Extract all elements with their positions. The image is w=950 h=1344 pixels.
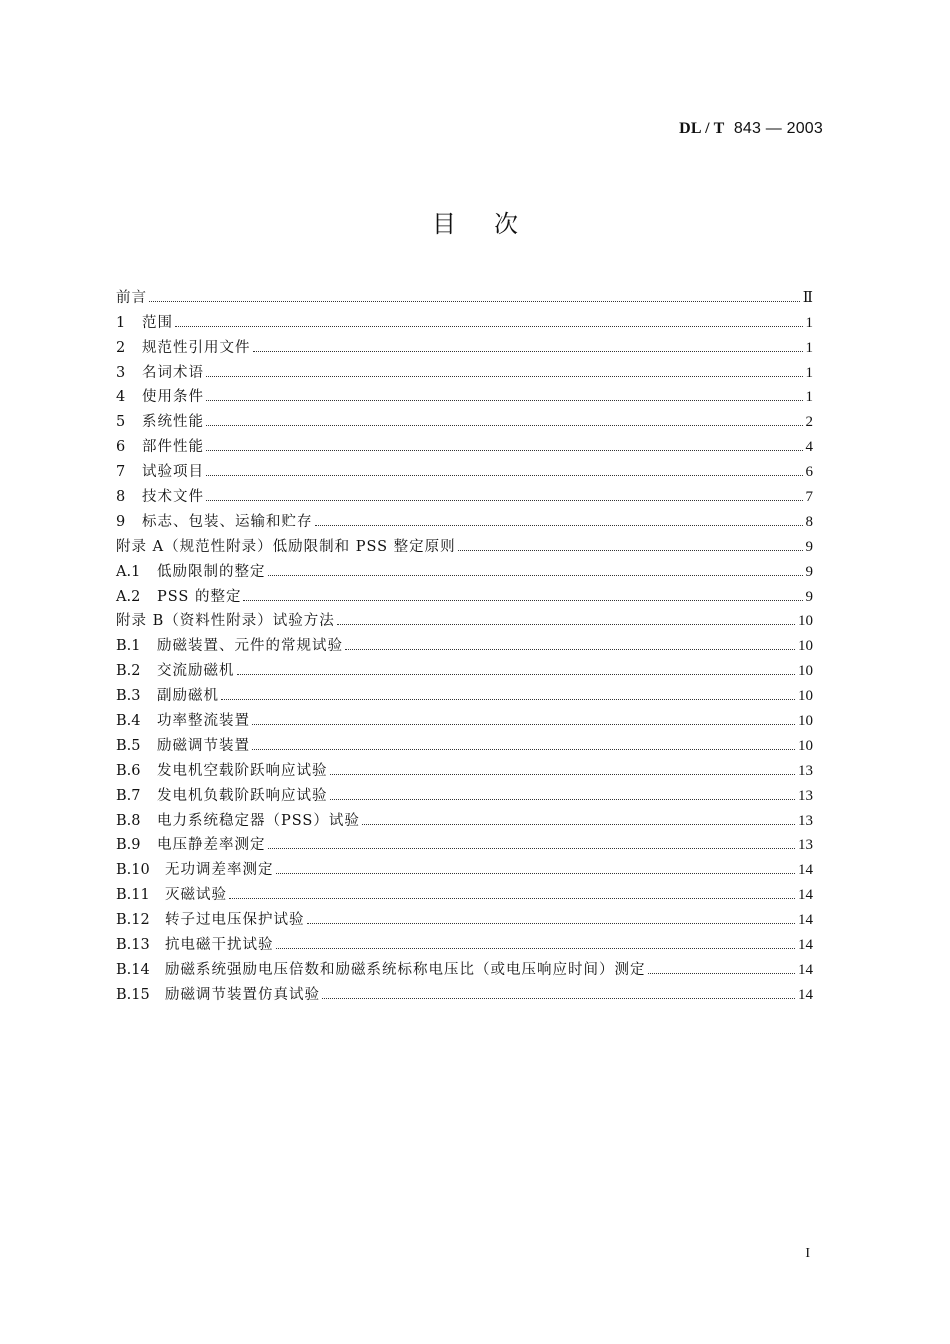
toc-entry-title: 附录 B（资料性附录）试验方法 (116, 613, 335, 630)
toc-dot-leader (276, 873, 796, 874)
toc-entry-title: 前言 (116, 289, 147, 306)
toc-entry[interactable] (116, 805, 813, 830)
toc-dot-leader (362, 824, 795, 825)
toc-entry-number: B.13 (116, 937, 150, 954)
toc-entry-title: 励磁调节装置仿真试验 (165, 986, 320, 1003)
toc-entry-page: 9 (805, 538, 813, 555)
toc-entry[interactable] (116, 655, 813, 680)
toc-entry-title: 励磁系统强励电压倍数和励磁系统标称电压比（或电压响应时间）测定 (165, 961, 646, 978)
toc-entry-page: 1 (805, 314, 813, 331)
toc-entry-title: 灭磁试验 (165, 887, 227, 904)
toc-entry-page: 8 (805, 513, 813, 530)
toc-entry-number: B.1 (116, 638, 141, 655)
toc-entry-page: 13 (798, 812, 813, 829)
toc-entry-number: A.1 (116, 563, 141, 580)
toc-dot-leader (330, 774, 796, 775)
toc-entry-number: B.6 (116, 762, 141, 779)
standard-number: 843 — 2003 (733, 120, 823, 137)
toc-entry[interactable] (116, 854, 813, 879)
toc-entry[interactable] (116, 730, 813, 755)
toc-entry-number: B.15 (116, 986, 150, 1003)
toc-entry[interactable] (116, 506, 813, 531)
toc-entry-number: B.12 (116, 912, 150, 929)
toc-entry-page: 6 (805, 464, 813, 481)
toc-dot-leader (648, 973, 796, 974)
toc-entry-title: 励磁装置、元件的常规试验 (157, 638, 343, 655)
toc-entry[interactable] (116, 531, 813, 556)
toc-dot-leader (307, 923, 796, 924)
toc-entry-page: 14 (798, 986, 813, 1003)
table-of-contents (116, 282, 813, 1004)
toc-dot-leader (276, 948, 796, 949)
toc-dot-leader (322, 998, 795, 999)
toc-entry[interactable] (116, 705, 813, 730)
toc-dot-leader (252, 749, 795, 750)
toc-entry-page: 2 (805, 414, 813, 431)
toc-entry-page: 14 (798, 961, 813, 978)
toc-entry-number: 4 (116, 389, 126, 406)
toc-entry-page: 10 (798, 737, 813, 754)
toc-dot-leader (206, 376, 803, 377)
toc-entry-number: 9 (116, 513, 126, 530)
toc-entry-title: 试验项目 (142, 464, 204, 481)
toc-entry-page: 10 (798, 688, 813, 705)
toc-entry-title: PSS 的整定 (157, 588, 242, 605)
toc-entry-title: 系统性能 (142, 414, 204, 431)
toc-entry-title: 发电机空载阶跃响应试验 (157, 762, 328, 779)
toc-entry[interactable] (116, 780, 813, 805)
toc-entry-page: 14 (798, 912, 813, 929)
toc-entry-title: 抗电磁干扰试验 (165, 937, 274, 954)
toc-dot-leader (175, 326, 803, 327)
toc-entry[interactable] (116, 332, 813, 357)
toc-dot-leader (206, 475, 803, 476)
toc-dot-leader (237, 674, 796, 675)
toc-entry[interactable] (116, 581, 813, 606)
toc-entry-page: 10 (798, 713, 813, 730)
toc-dot-leader (243, 600, 802, 601)
page-number: I (805, 1246, 810, 1261)
toc-entry-title: 发电机负载阶跃响应试验 (157, 787, 328, 804)
toc-entry-number: A.2 (116, 588, 141, 605)
toc-entry-page: 14 (798, 862, 813, 879)
toc-dot-leader (268, 575, 803, 576)
toc-entry-title: 技术文件 (142, 489, 204, 506)
toc-entry[interactable] (116, 357, 813, 382)
toc-dot-leader (253, 351, 803, 352)
toc-entry-number: B.9 (116, 837, 141, 854)
toc-entry-number: 6 (116, 439, 126, 456)
toc-entry-number: 8 (116, 489, 126, 506)
toc-entry-page: Ⅱ (802, 289, 813, 306)
toc-entry-title: 电压静差率测定 (157, 837, 266, 854)
toc-dot-leader (221, 699, 795, 700)
toc-entry-title: 范围 (142, 314, 173, 331)
toc-entry-page: 9 (805, 588, 813, 605)
toc-entry-title: 电力系统稳定器（PSS）试验 (157, 812, 360, 829)
toc-entry-number: 7 (116, 464, 126, 481)
toc-entry-page: 10 (798, 663, 813, 680)
toc-entry-number: B.3 (116, 688, 141, 705)
toc-entry-title: 标志、包装、运输和贮存 (142, 513, 313, 530)
toc-entry-page: 10 (798, 638, 813, 655)
toc-entry-title: 附录 A（规范性附录）低励限制和 PSS 整定原则 (116, 538, 456, 555)
toc-entry[interactable] (116, 481, 813, 506)
toc-entry[interactable] (116, 755, 813, 780)
toc-entry[interactable] (116, 282, 813, 307)
toc-entry-number: B.8 (116, 812, 141, 829)
toc-entry-number: B.4 (116, 713, 141, 730)
toc-entry-title: 规范性引用文件 (142, 339, 251, 356)
page-title: 目次 (432, 210, 556, 238)
toc-entry[interactable] (116, 954, 813, 979)
toc-dot-leader (458, 550, 803, 551)
toc-entry-page: 7 (805, 489, 813, 506)
toc-dot-leader (229, 898, 795, 899)
toc-entry[interactable] (116, 904, 813, 929)
toc-entry[interactable] (116, 879, 813, 904)
toc-entry[interactable] (116, 630, 813, 655)
toc-dot-leader (330, 799, 796, 800)
toc-entry-number: B.11 (116, 887, 150, 904)
toc-entry[interactable] (116, 431, 813, 456)
toc-entry-page: 14 (798, 887, 813, 904)
toc-entry-page: 14 (798, 937, 813, 954)
toc-entry-title: 部件性能 (142, 439, 204, 456)
toc-entry-page: 13 (798, 837, 813, 854)
toc-entry-number: 5 (116, 414, 126, 431)
toc-entry-page: 13 (798, 762, 813, 779)
toc-dot-leader (206, 500, 803, 501)
toc-entry-title: 交流励磁机 (157, 663, 235, 680)
toc-dot-leader (149, 301, 800, 302)
toc-entry-title: 使用条件 (142, 389, 204, 406)
toc-entry-page: 4 (805, 439, 813, 456)
toc-entry[interactable] (116, 979, 813, 1004)
standard-code (679, 120, 823, 138)
toc-entry-number: 2 (116, 339, 126, 356)
toc-entry-title: 功率整流装置 (157, 713, 250, 730)
toc-entry-number: B.7 (116, 787, 141, 804)
toc-dot-leader (206, 425, 803, 426)
toc-entry[interactable] (116, 556, 813, 581)
toc-entry-page: 13 (798, 787, 813, 804)
toc-entry-title: 名词术语 (142, 364, 204, 381)
toc-entry-number: 1 (116, 314, 126, 331)
toc-entry-title: 转子过电压保护试验 (165, 912, 305, 929)
toc-entry-title: 无功调差率测定 (165, 862, 274, 879)
toc-entry[interactable] (116, 830, 813, 855)
toc-entry[interactable] (116, 382, 813, 407)
toc-entry[interactable] (116, 680, 813, 705)
toc-entry-page: 1 (805, 389, 813, 406)
toc-entry-page: 9 (805, 563, 813, 580)
toc-entry[interactable] (116, 606, 813, 631)
toc-entry-number: B.10 (116, 862, 150, 879)
toc-entry-title: 低励限制的整定 (157, 563, 266, 580)
standard-prefix: DL / T (679, 120, 725, 137)
toc-entry-page: 1 (805, 364, 813, 381)
toc-entry-page: 10 (798, 613, 813, 630)
toc-dot-leader (268, 848, 796, 849)
toc-dot-leader (337, 624, 795, 625)
toc-entry-number: 3 (116, 364, 126, 381)
toc-entry[interactable] (116, 929, 813, 954)
toc-entry-title: 励磁调节装置 (157, 737, 250, 754)
toc-dot-leader (252, 724, 795, 725)
toc-entry-number: B.14 (116, 961, 150, 978)
toc-entry-title: 副励磁机 (157, 688, 219, 705)
toc-entry[interactable] (116, 307, 813, 332)
toc-dot-leader (315, 525, 803, 526)
toc-entry[interactable] (116, 406, 813, 431)
toc-entry-number: B.2 (116, 663, 141, 680)
toc-entry-number: B.5 (116, 737, 141, 754)
toc-entry[interactable] (116, 456, 813, 481)
toc-entry-page: 1 (805, 339, 813, 356)
toc-dot-leader (345, 649, 795, 650)
toc-dot-leader (206, 400, 803, 401)
toc-dot-leader (206, 450, 803, 451)
